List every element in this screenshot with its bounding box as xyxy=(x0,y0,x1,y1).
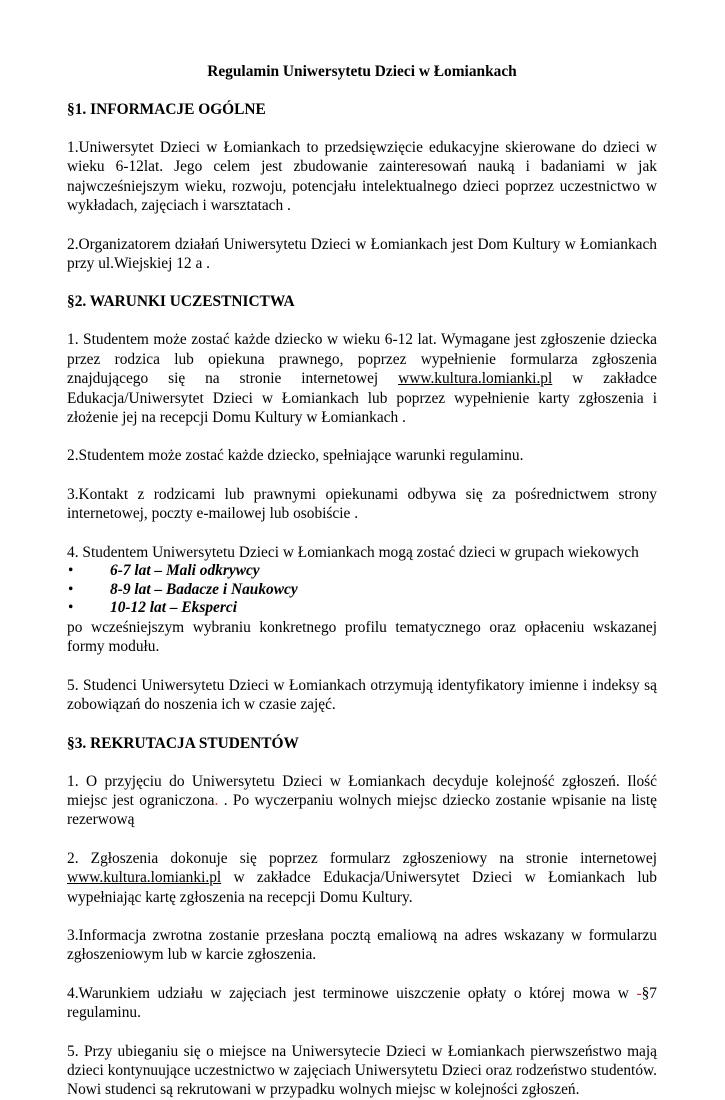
s2-paragraph-4-intro: 4. Studentem Uniwersytetu Dzieci w Łomiankach mogą zostać dzieci w grupach wiekowych xyxy=(67,543,639,561)
document-page xyxy=(67,62,657,1100)
kultura-website-link[interactable]: www.kultura.lomianki.pl xyxy=(67,869,222,887)
bullet-icon: • xyxy=(68,580,74,598)
s3-p4-text-a: 4.Warunkiem udziału w zajęciach jest terminowe uiszczenie opłaty o której mowa w xyxy=(67,984,637,1002)
document-title: Regulamin Uniwersytetu Dzieci w Łomiankach xyxy=(207,63,517,80)
age-group-item xyxy=(67,581,657,600)
s1-paragraph-1: 1.Uniwersytet Dzieci w Łomiankach to przedsięwzięcie edukacyjne skierowane do dzieci w wieku 6-12lat. Jego celem jest zbudowanie zainteresowań nauką i badaniami w jak najwcześniejszym wieku, rozwoju, potencjału intelektualnego dzieci poprzez uczestnictwo w wykładach, zajęciach i warsztatach . xyxy=(67,139,657,215)
s2-paragraph-5: 5. Studenci Uniwersytetu Dzieci w Łomiankach otrzymują identyfikatory imienne i indeksy są zobowiązań do noszenia ich w czasie zajęć. xyxy=(67,676,657,714)
s3-paragraph-4 xyxy=(67,984,657,1023)
s3-paragraph-1 xyxy=(67,772,657,830)
section-3-heading: §3. REKRUTACJA STUDENTÓW xyxy=(67,734,299,752)
s2-paragraph-3: 3.Kontakt z rodzicami lub prawnymi opiekunami odbywa się za pośrednictwem strony internetowej, poczty e-mailowej lub osobiście . xyxy=(67,485,657,523)
kultura-website-link[interactable]: www.kultura.lomianki.pl xyxy=(398,370,553,388)
s3-p2-text-before-link: 2. Zgłoszenia dokonuje się poprzez formularz zgłoszeniowy na stronie internetowej xyxy=(67,849,657,867)
age-group-item xyxy=(67,562,657,581)
bullet-icon: • xyxy=(68,562,74,580)
s3-p1-edit-mark: . xyxy=(214,791,219,809)
s3-p2-text-after-link: w zakładce Edukacja/Uniwersytet Dzieci w Łomiankach lub wypełniając kartę zgłoszenia na recepcji Domu Kultury. xyxy=(67,869,657,906)
s2-paragraph-1 xyxy=(67,330,657,427)
age-group-label: 6-7 lat – Mali odkrywcy xyxy=(110,562,260,580)
s3-paragraph-3: 3.Informacja zwrotna zostanie przesłana pocztą emaliową na adres wskazany w formularzu zgłoszeniowym lub w karcie zgłoszenia. xyxy=(67,926,657,964)
s3-p1-text-b: . Po wyczerpaniu wolnych miejsc dziecko zostanie wpisanie na listę rezerwową xyxy=(67,791,657,829)
s3-paragraph-2 xyxy=(67,849,657,907)
age-group-label: 10-12 lat – Eksperci xyxy=(110,599,237,617)
s3-p4-edit-mark: - xyxy=(636,984,642,1002)
section-2-heading: §2. WARUNKI UCZESTNICTWA xyxy=(67,293,295,311)
s2-paragraph-2: 2.Studentem może zostać każde dziecko, spełniające warunki regulaminu. xyxy=(67,447,524,465)
s3-p1-text-a: 1. O przyjęciu do Uniwersytetu Dzieci w Łomiankach decyduje kolejność zgłoszeń. Ilość miejsc jest ograniczona xyxy=(67,772,657,809)
section-1-heading: §1. INFORMACJE OGÓLNE xyxy=(67,101,266,118)
bullet-icon: • xyxy=(68,599,74,617)
s2-p1-text-before-link: 1. Studentem może zostać każde dziecko w wieku 6-12 lat. Wymagane jest zgłoszenie dziecka przez rodzica lub opiekuna prawnego, poprzez wypełnienie formularza zgłoszenia znajdującego się na stronie internetowej xyxy=(67,331,657,388)
s2-paragraph-4-outro: po wcześniejszym wybraniu konkretnego profilu tematycznego oraz opłaceniu wskazanej formy modułu. xyxy=(67,618,657,656)
s3-paragraph-5: 5. Przy ubieganiu się o miejsce na Uniwersytecie Dzieci w Łomiankach pierwszeństwo mają dzieci kontynuujące uczestnictwo w zajęciach Uniwersytetu Dzieci oraz rodzeństwo studentów. Nowi studenci są rekrutowani w przypadku wolnych miejsc w kolejności zgłoszeń. xyxy=(67,1042,657,1099)
age-group-item xyxy=(67,599,657,618)
s3-p4-text-b: §7 regulaminu. xyxy=(67,984,657,1022)
s2-p1-text-after-link: w zakładce Edukacja/Uniwersytet Dzieci w Łomiankach lub poprzez wypełnienie karty zgłoszenia i złożenie jej na recepcji Domu Kultury w Łomiankach . xyxy=(67,370,657,427)
age-groups-list xyxy=(67,562,657,618)
age-group-label: 8-9 lat – Badacze i Naukowcy xyxy=(110,580,298,598)
s1-paragraph-2: 2.Organizatorem działań Uniwersytetu Dzieci w Łomiankach jest Dom Kultury w Łomiankach przy ul.Wiejskiej 12 a . xyxy=(67,235,657,273)
